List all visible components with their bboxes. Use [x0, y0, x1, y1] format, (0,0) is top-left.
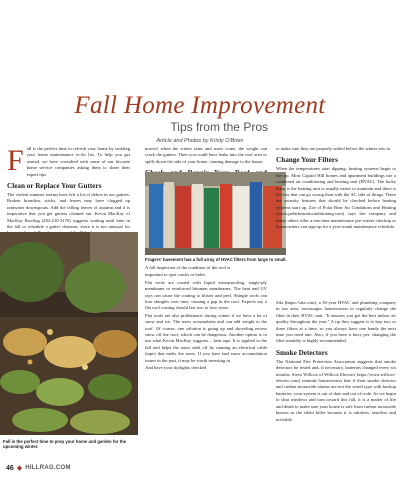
- drop-cap: F: [7, 144, 24, 177]
- gutters-continued: moved, when the winter rains and snow come, the weight can crack the gutters. Then you could have leaks into the roof area or spills down the side of your home, causing damage to the house.: [145, 146, 267, 164]
- article-subtitle: Tips from the Pros: [170, 120, 268, 134]
- column-1: [7, 146, 130, 238]
- filters-heading: Change Your Filters: [276, 156, 338, 165]
- gutters-paragraph: The violent summer storms have left a lot of debris in our gutters. Broken branches, sticks, and leaves may have clogged up rainwater downspouts. Add the falling leaves of autumn and it is imperative that you get gutters cleaned out. Kevin MacKay of MacKay Roofing (202-210-2170) suggests waiting until later in the fall to schedule a gutter cleanout, since it is not unusual for: [7, 192, 130, 230]
- garden-photo: [0, 232, 138, 435]
- filters-photo: [145, 172, 286, 255]
- roof-inspection-line: A fall inspection of the condition of the roof is: [145, 265, 231, 270]
- article-title: Fall Home Improvement: [74, 92, 326, 119]
- intro-text: all is the perfect time to refresh your home by tackling your home maintenance to-do list. To help you get started, we have consulted with some of our favorite home service companies asking them to share their expert tips.: [26, 146, 130, 177]
- intro-paragraph: [7, 146, 130, 178]
- column-3-bottom: [276, 300, 396, 424]
- flat-roof-paragraph: Flat roofs are coated with liquid waterproofing, single-ply membrane or reinforced bitumen membranes. The heat and UV rays can cause the coating to blister and peel. Shingle roofs can lose shingles over time, causing a gap in the roof. Experts say a flat roof coating should last two to four years.: [145, 279, 267, 311]
- garden-photo-image: [0, 232, 138, 435]
- filters-caption: Fragers' basement has a full array of HVAC filters from large to small.: [145, 257, 287, 262]
- site-name: HILLRAG.COM: [25, 465, 71, 471]
- garden-caption: Fall is the perfect time to prep your home and garden for the upcoming winter.: [3, 439, 127, 450]
- column-3-top: [276, 146, 396, 231]
- diamond-icon: ◆: [16, 465, 23, 472]
- sila-paragraph: Sila (https://sila.com), a 30-year HVAC and plumbing company in our area, encourages homeowners to regularly change the filter in their HVAC unit. "It ensures you get the best indoor air quality throughout the year." A tip they suggest is to buy two or three filters at a time, so you always have one handy the next time you need one. Also, if you have a furry pet, changing the filter monthly is highly recommended.: [276, 300, 396, 344]
- smoke-detectors-heading: Smoke Detectors: [276, 348, 328, 357]
- filters-photo-image: [145, 172, 286, 255]
- gutters-heading: Clean or Replace Your Gutters: [7, 182, 102, 191]
- skylights-line: And have your skylights checked: [145, 365, 207, 371]
- roof-cracks-line: important to spot cracks or holes.: [145, 272, 207, 278]
- page-footer: [6, 464, 71, 472]
- roof-continued: to make sure they are properly sealed before the winter sets in.: [276, 146, 392, 151]
- page-number: 46: [6, 464, 14, 472]
- smoke-detectors-paragraph: The National Fire Protection Association suggests that smoke detectors be tested and, if necessary, batteries changed every six months. Steve Willcox of Willcox Electric( https://www.willcox-electric.com) reminds homeowners that if their smoke detector and carbon monoxide alarms are not the wired type with backup batteries, your system is out of date and out of code. As we begin to shut windows and turn toward this fall, it is a matter of life and death to make sure your house is safe from carbon monoxide known as the silent killer because it is odorless, tasteless and invisible.: [276, 358, 396, 422]
- article-byline: Article and Photos by Kristy O'Brien: [156, 138, 244, 144]
- column-2-bottom: [145, 265, 267, 373]
- snow-paragraph: Flat roofs are also problematic during winter if we have a lot of snow and ice. The snow accumulates and can add weight to the roof. Of course, one solution is going up and shoveling excess snow off the roof, which can be dangerous. Another option is to use what Kevin MacKay suggests – heat tape. It is applied to the fall and helps the snow melt off by running an electrical cable (tape) that melts the snow. If you have had snow accumulation issues in the past, it may be worth investing in.: [145, 312, 267, 363]
- filters-paragraph: When the temperatures start dipping, heating systems begin to fire up. Most Capitol Hill homes and apartment buildings use a combined air conditioning and heating unit (HVAC). The lucky thing is the heating unit is usually easier to maintain and there is far less that can go wrong than with the AC side of things. There are security features that should be checked before heating systems start up. Zoe of Polar Bear Air Conditions and Heating (www.polarbearairconditioning.com) says her company and many others offer a one-time maintenance pre-winter checkup or homeowners can sign up for a year-round maintenance schedule.: [276, 166, 396, 230]
